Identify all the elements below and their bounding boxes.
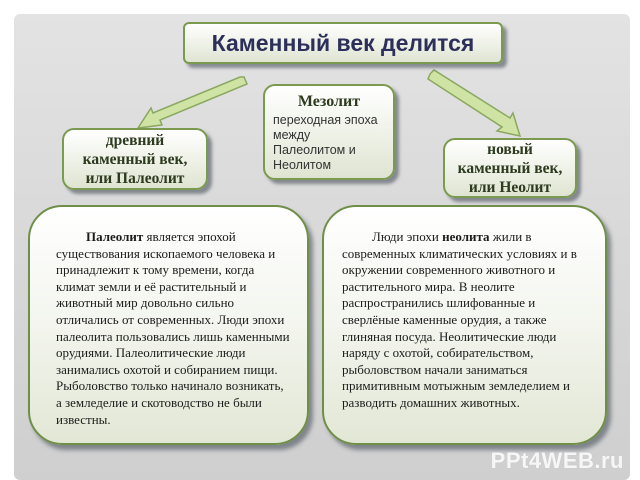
paleolithic-text: является эпохой существования ископаемого человека и принадлежит к тому времени, когда климат земли и её растительный и животный мир довольно сильно отличались от современных. Люди эпохи палеолита пользовались лишь каменными орудиями. Палеолитические люди занимались охотой и собиранием пищи. Рыболовство только начинало возникать, а земледелие и скотоводство не были известны. — [56, 229, 290, 427]
paleolithic-label-box — [62, 128, 208, 190]
neolithic-intro: Люди эпохи — [372, 229, 443, 244]
paleolithic-description — [28, 205, 309, 445]
title-box — [183, 22, 503, 64]
watermark: PPt4WEB.ru — [490, 448, 624, 473]
neolithic-label: новый каменный век, или Неолит — [457, 140, 563, 196]
mesolithic-title: Мезолит — [297, 93, 361, 110]
neolithic-label-box — [443, 138, 577, 198]
neolithic-term: неолита — [442, 229, 490, 244]
right-arrow — [428, 70, 520, 136]
mesolithic-box — [263, 84, 395, 180]
page-title: Каменный век делится — [211, 29, 475, 56]
neolithic-text: жили в современных климатических условиях и в окружении современного животного и растительного мира. В неолите распространились шлифованные и сверлёные каменные орудия, а также глиняная посуда. Неолитические люди наряду с охотой, собирательством, рыболовством начали заниматься примитивным мотыжным земледелием и разводить домашних животных. — [342, 229, 577, 410]
neolithic-paragraph — [342, 229, 589, 412]
left-arrow — [138, 77, 247, 128]
paleolithic-label: древний каменный век, или Палеолит — [82, 131, 188, 187]
paleolithic-paragraph — [56, 229, 291, 428]
neolithic-description — [322, 205, 607, 445]
paleolithic-term: Палеолит — [86, 229, 144, 244]
mesolithic-text: переходная эпоха между Палеолитом и Неолитом — [273, 113, 378, 172]
